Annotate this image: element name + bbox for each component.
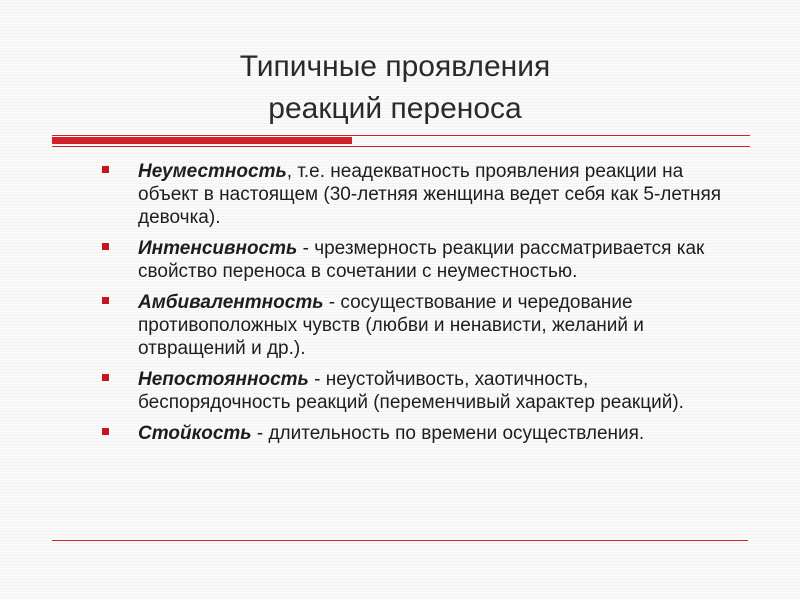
title-rule-thin-bottom — [52, 146, 750, 147]
bullet-item-inappropriateness — [100, 160, 740, 229]
bullet-item-inconstancy — [100, 368, 740, 414]
bullet-term: Непостоянность — [138, 369, 309, 390]
bullet-separator: - — [308, 369, 321, 390]
bullet-text: длительность по времени осуществления. — [263, 423, 645, 444]
bullet-term: Амбивалентность — [138, 292, 324, 313]
footer-rule — [52, 540, 748, 541]
square-bullet-icon — [102, 428, 109, 435]
bullet-term: Неуместность — [138, 161, 287, 182]
square-bullet-icon — [102, 297, 109, 304]
bullet-separator: - — [297, 238, 309, 259]
bullet-text: чрезмерность реакции рассматривается как свойство переноса в сочетании с неуместностью. — [138, 238, 705, 282]
bullet-item-persistence — [100, 422, 740, 445]
title-rule-thick — [52, 137, 352, 144]
bullet-item-intensity — [100, 237, 740, 283]
title-rule-thin-top — [52, 135, 750, 136]
bullet-text: т.е. неадекватность проявления реакции на объект в настоящем (30-летняя женщина ведет себя как 5-летняя девочка). — [138, 161, 722, 228]
bullet-text: сосуществование и чередование противоположных чувств (любви и ненависти, желаний и отвращений и др.). — [138, 292, 644, 359]
bullet-list — [100, 160, 740, 453]
title-line-1: Типичные проявления — [239, 50, 551, 83]
bullet-term: Интенсивность — [138, 238, 298, 259]
bullet-term: Стойкость — [138, 423, 252, 444]
square-bullet-icon — [102, 166, 109, 173]
bullet-separator: - — [323, 292, 336, 313]
square-bullet-icon — [102, 374, 109, 381]
bullet-separator: - — [251, 423, 264, 444]
square-bullet-icon — [102, 243, 109, 250]
bullet-separator: , — [286, 161, 293, 182]
title-line-2: реакций переноса — [268, 92, 522, 125]
slide-title — [130, 46, 660, 130]
bullet-item-ambivalence — [100, 291, 740, 360]
bullet-text: неустойчивость, хаотичность, беспорядочность реакций (переменчивый характер реакций). — [138, 369, 684, 413]
